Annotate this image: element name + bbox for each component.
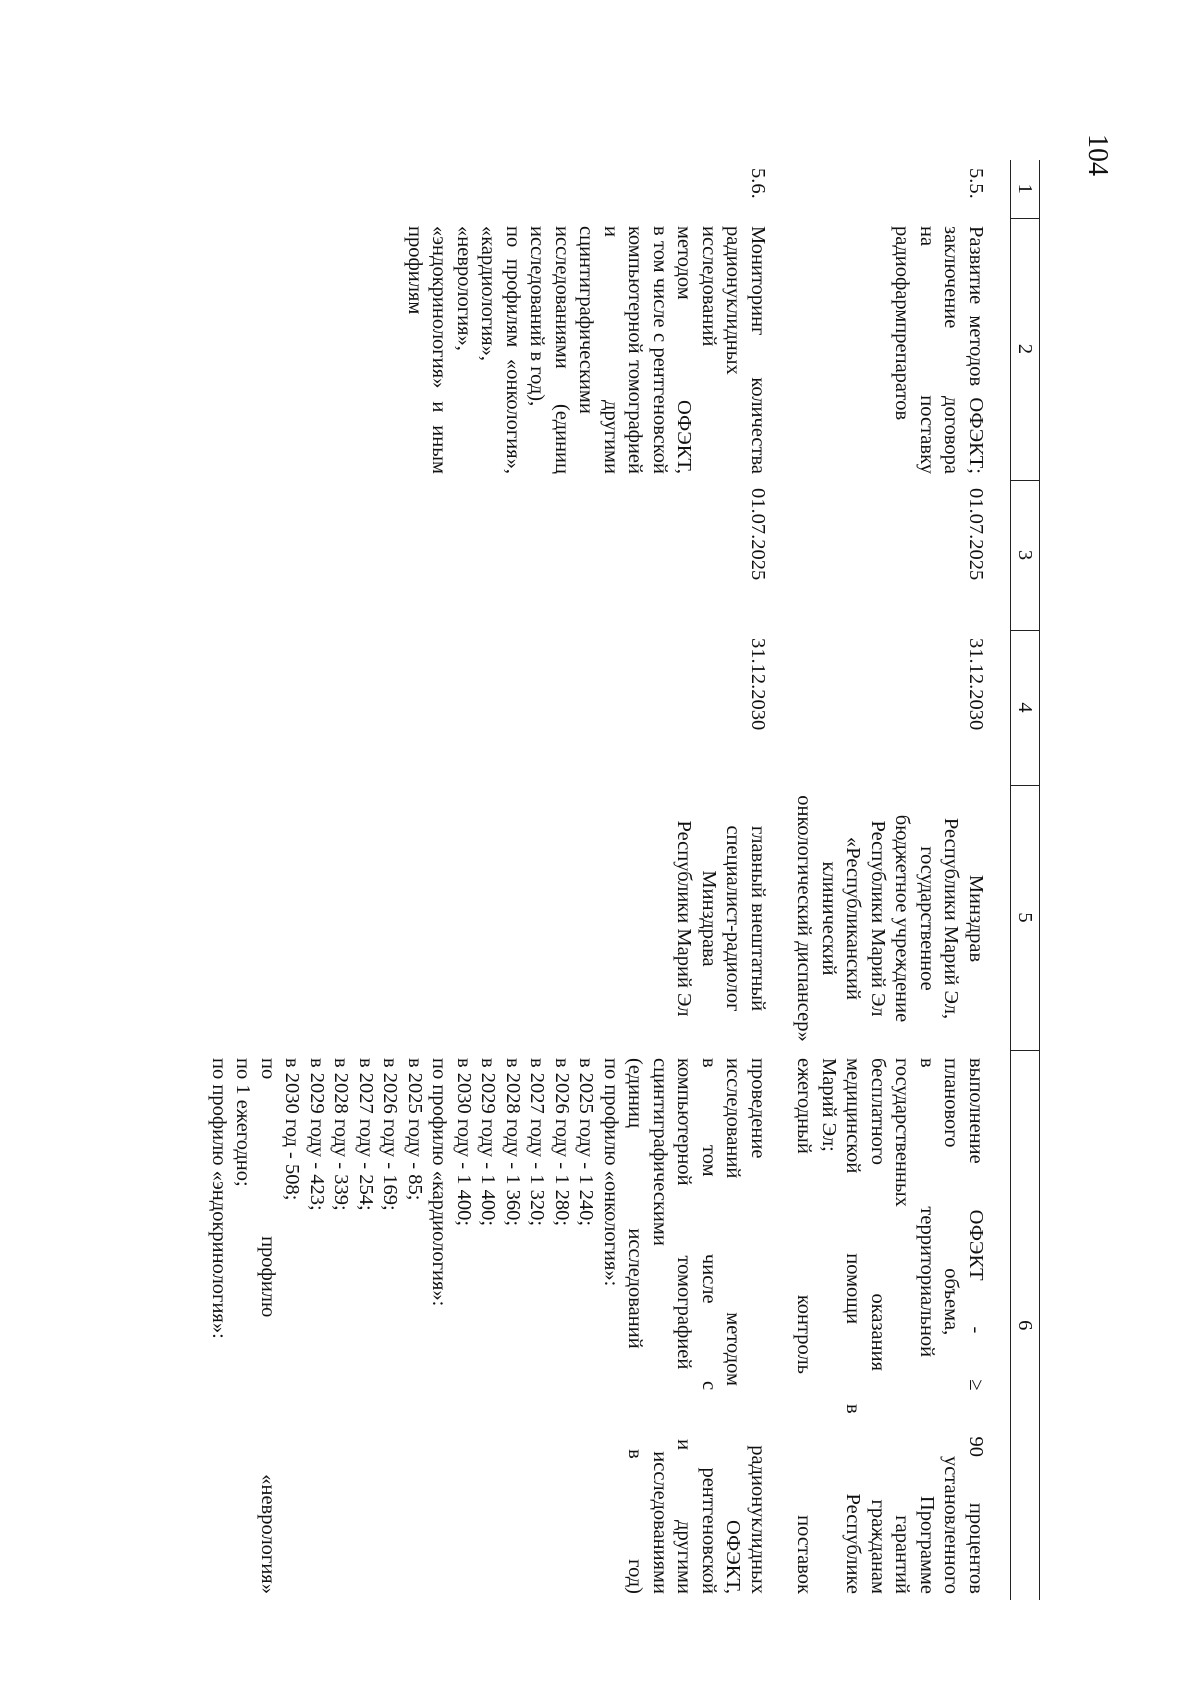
result-line: в 2026 году - 1 280; xyxy=(551,1058,573,1227)
responsible-line: государственное xyxy=(916,846,938,991)
result-line: в 2027 году - 254; xyxy=(355,1058,377,1211)
result-line: (единиц исследований в год) xyxy=(624,1058,647,1594)
page-number: 104 xyxy=(1082,134,1113,176)
result-line: в 2029 году - 423; xyxy=(306,1058,328,1211)
measure-cell xyxy=(199,218,785,480)
result-line: в 2027 году - 1 320; xyxy=(526,1058,549,1227)
responsible-line: Республики Марий Эл, xyxy=(940,817,963,1020)
result-line: исследований методом ОФЭКТ, xyxy=(722,1058,745,1594)
rotated-table-area xyxy=(0,160,1040,1600)
header-col-6: 6 xyxy=(1011,1050,1040,1600)
responsible-line: главный внештатный xyxy=(747,825,769,1012)
result-cell xyxy=(784,1050,1011,1600)
measure-line: и другими xyxy=(600,226,622,474)
responsible-line: бюджетное учреждение xyxy=(891,814,914,1023)
measure-line: компьютерной томографией xyxy=(624,226,647,474)
result-line: по 1 ежегодно; xyxy=(232,1058,255,1187)
measure-line: исследованиями (единиц xyxy=(551,226,573,474)
measure-line: заключение договора xyxy=(940,226,963,474)
result-line: по профилю «неврология» xyxy=(257,1058,279,1594)
table-row xyxy=(784,160,1011,1600)
measure-line: «кардиология», «неврология», xyxy=(453,226,500,362)
responsible-line: клинический xyxy=(818,861,840,976)
measure-line: Мониторинг количества xyxy=(747,226,769,474)
result-line: в 2028 году - 339; xyxy=(330,1058,353,1211)
measure-line: на поставку xyxy=(916,226,938,474)
measure-line: профилям xyxy=(404,226,426,315)
result-line: Марий Эл; xyxy=(818,1058,840,1152)
result-line: в 2030 году - 1 400; xyxy=(453,1058,475,1227)
result-cell xyxy=(199,1050,785,1600)
responsible-line: Республики Марий Эл xyxy=(867,820,889,1017)
result-line: по профилю «онкология»: xyxy=(600,1058,622,1287)
measure-line: Развитие методов ОФЭКТ; xyxy=(965,226,987,474)
result-line: выполнение ОФЭКТ - ≥ 90 процентов xyxy=(965,1058,987,1594)
responsible-line: онкологический диспансер» xyxy=(793,795,816,1042)
start-date: 01.07.2025 xyxy=(965,488,987,581)
result-line: бесплатного оказания гражданам xyxy=(867,1058,889,1594)
responsible-line: Минздрава xyxy=(698,870,720,967)
responsible-cell xyxy=(784,785,1011,1050)
header-row xyxy=(1011,160,1040,1600)
result-line: в 2025 году - 85; xyxy=(404,1058,426,1201)
row-number: 5.5. xyxy=(965,168,987,199)
result-line: в 2025 году - 1 240; xyxy=(575,1058,598,1227)
measure-line: в том числе с рентгеновской xyxy=(649,226,671,474)
result-line: в 2026 году - 169; xyxy=(379,1058,402,1211)
responsible-line: «Республиканский xyxy=(842,837,865,1000)
measure-line: радиофармпрепаратов xyxy=(891,226,914,421)
result-line: сцинтиграфическими исследованиями xyxy=(649,1058,671,1594)
measure-line: по профилям «онкология», xyxy=(502,226,524,474)
responsible-line: Минздрав xyxy=(965,874,987,963)
table-row xyxy=(199,160,785,1600)
header-col-3: 3 xyxy=(1011,480,1040,630)
responsible-line: специалист-радиолог xyxy=(722,825,745,1012)
measure-cell xyxy=(784,218,1011,480)
header-col-2: 2 xyxy=(1011,218,1040,480)
header-col-1: 1 xyxy=(1011,160,1040,218)
measures-table xyxy=(199,160,1041,1600)
result-line: в 2028 году - 1 360; xyxy=(502,1058,524,1227)
result-line: ежегодный контроль поставок xyxy=(793,1058,816,1594)
result-line: планового объема, установленного xyxy=(940,1058,963,1594)
header-col-4: 4 xyxy=(1011,630,1040,785)
result-line: медицинской помощи в Республике xyxy=(842,1058,865,1594)
measure-line: радионуклидных исследований xyxy=(698,226,745,375)
result-line: в территориальной Программе xyxy=(916,1058,938,1594)
measure-line: исследований в год), xyxy=(526,226,549,407)
header-col-5: 5 xyxy=(1011,785,1040,1050)
start-date: 01.07.2025 xyxy=(747,488,769,581)
result-line: по профилю «эндокринология»: xyxy=(208,1058,230,1339)
measure-line: сцинтиграфическими xyxy=(575,226,598,414)
result-line: в 2029 году - 1 400; xyxy=(477,1058,500,1227)
result-line: в 2030 год - 508; xyxy=(281,1058,304,1201)
measure-line: «эндокринология» и иным xyxy=(428,226,451,474)
result-line: в том числе с рентгеновской xyxy=(698,1058,720,1594)
responsible-cell xyxy=(199,785,785,1050)
end-date: 31.12.2030 xyxy=(747,638,769,731)
end-date: 31.12.2030 xyxy=(965,638,987,731)
measure-line: методом ОФЭКТ, xyxy=(673,226,696,474)
responsible-line: Республики Марий Эл xyxy=(673,820,696,1017)
result-line: государственных гарантий xyxy=(891,1058,914,1594)
row-number: 5.6. xyxy=(747,168,769,199)
result-line: проведение радионуклидных xyxy=(747,1058,769,1594)
result-line: компьютерной томографией и другими xyxy=(673,1058,696,1594)
result-line: по профилю «кардиология»: xyxy=(428,1058,451,1307)
